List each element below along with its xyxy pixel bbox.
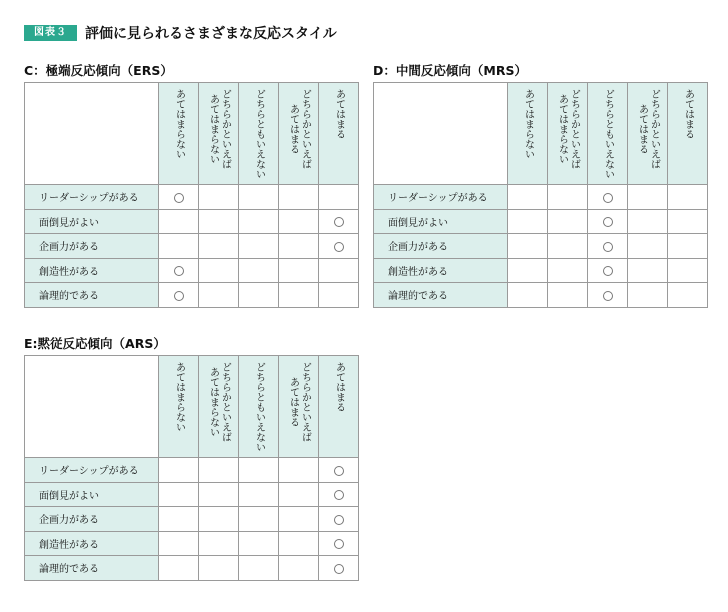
column-header-label: どちらかといえば あてはまる xyxy=(636,89,660,169)
column-header xyxy=(668,83,708,185)
circle-mark-icon xyxy=(334,490,344,500)
response-cell xyxy=(508,209,548,234)
column-header-label: どちらともいえない xyxy=(253,362,265,452)
response-cell xyxy=(199,482,239,507)
circle-mark-icon xyxy=(334,466,344,476)
response-cell xyxy=(279,283,319,308)
response-cell xyxy=(548,209,588,234)
table-row xyxy=(25,209,359,234)
circle-mark-icon xyxy=(174,193,184,203)
response-cell xyxy=(588,258,628,283)
table-corner xyxy=(374,83,508,185)
response-cell xyxy=(159,185,199,210)
response-cell xyxy=(159,283,199,308)
response-cell xyxy=(239,507,279,532)
response-cell xyxy=(319,531,359,556)
response-cell xyxy=(508,258,548,283)
column-header-label: どちらともいえない xyxy=(253,89,265,179)
table-row xyxy=(374,234,708,259)
panel-title: E:黙従反応傾向（ARS） xyxy=(24,336,166,351)
table-row xyxy=(25,482,359,507)
row-label: 企画力がある xyxy=(25,507,159,532)
response-cell xyxy=(239,556,279,581)
row-label: 論理的である xyxy=(25,556,159,581)
circle-mark-icon xyxy=(174,291,184,301)
table-row xyxy=(25,283,359,308)
column-header xyxy=(159,356,199,458)
row-label: 面倒見がよい xyxy=(25,209,159,234)
column-header xyxy=(548,83,588,185)
table-row xyxy=(25,556,359,581)
column-header-label: どちらかといえば あてはまらない xyxy=(207,362,231,442)
column-header xyxy=(199,356,239,458)
response-cell xyxy=(628,185,668,210)
panel-title: C：極端反応傾向（ERS） xyxy=(24,63,173,78)
column-header-label: あてはまらない xyxy=(173,89,185,159)
response-cell xyxy=(239,185,279,210)
circle-mark-icon xyxy=(334,242,344,252)
row-label: リーダーシップがある xyxy=(25,185,159,210)
response-cell xyxy=(628,234,668,259)
column-header xyxy=(508,83,548,185)
column-header xyxy=(319,83,359,185)
column-header-label: あてはまる xyxy=(682,89,694,139)
response-cell xyxy=(508,185,548,210)
circle-mark-icon xyxy=(334,515,344,525)
response-cell xyxy=(279,258,319,283)
response-cell xyxy=(159,209,199,234)
response-table xyxy=(24,82,359,308)
row-label: 論理的である xyxy=(25,283,159,308)
response-cell xyxy=(508,283,548,308)
row-label: リーダーシップがある xyxy=(25,458,159,483)
response-cell xyxy=(319,482,359,507)
response-cell xyxy=(628,258,668,283)
response-cell xyxy=(319,458,359,483)
table-corner xyxy=(25,83,159,185)
row-label: 面倒見がよい xyxy=(25,482,159,507)
response-cell xyxy=(279,185,319,210)
response-cell xyxy=(239,209,279,234)
column-header xyxy=(279,83,319,185)
table-row xyxy=(374,258,708,283)
response-cell xyxy=(319,234,359,259)
table-row xyxy=(25,507,359,532)
response-cell xyxy=(319,556,359,581)
row-label: 企画力がある xyxy=(374,234,508,259)
response-cell xyxy=(199,507,239,532)
column-header-label: あてはまらない xyxy=(173,362,185,432)
response-cell xyxy=(239,258,279,283)
response-cell xyxy=(279,556,319,581)
response-cell xyxy=(668,185,708,210)
circle-mark-icon xyxy=(334,217,344,227)
response-cell xyxy=(279,482,319,507)
response-cell xyxy=(319,209,359,234)
table-row xyxy=(374,209,708,234)
response-cell xyxy=(159,258,199,283)
response-cell xyxy=(668,234,708,259)
table-corner xyxy=(25,356,159,458)
circle-mark-icon xyxy=(603,193,613,203)
response-cell xyxy=(159,531,199,556)
response-cell xyxy=(588,185,628,210)
panel-mrs xyxy=(373,62,708,308)
response-cell xyxy=(548,283,588,308)
response-cell xyxy=(239,458,279,483)
response-cell xyxy=(319,258,359,283)
response-cell xyxy=(239,283,279,308)
response-cell xyxy=(588,234,628,259)
row-label: リーダーシップがある xyxy=(374,185,508,210)
table-row xyxy=(374,283,708,308)
response-cell xyxy=(239,482,279,507)
column-header-label: あてはまらない xyxy=(522,89,534,159)
table-row xyxy=(25,458,359,483)
circle-mark-icon xyxy=(603,242,613,252)
table-row xyxy=(25,531,359,556)
column-header xyxy=(239,356,279,458)
response-cell xyxy=(199,556,239,581)
panel-ers xyxy=(24,62,359,308)
response-cell xyxy=(159,458,199,483)
response-cell xyxy=(199,283,239,308)
response-cell xyxy=(279,507,319,532)
response-cell xyxy=(199,458,239,483)
response-cell xyxy=(199,531,239,556)
response-cell xyxy=(279,531,319,556)
response-cell xyxy=(199,185,239,210)
response-cell xyxy=(319,507,359,532)
circle-mark-icon xyxy=(334,539,344,549)
figure-header xyxy=(24,24,337,42)
column-header xyxy=(159,83,199,185)
response-cell xyxy=(279,458,319,483)
response-cell xyxy=(508,234,548,259)
response-cell xyxy=(319,283,359,308)
response-cell xyxy=(588,283,628,308)
response-cell xyxy=(159,556,199,581)
response-cell xyxy=(548,185,588,210)
response-table xyxy=(373,82,708,308)
table-row xyxy=(25,185,359,210)
column-header xyxy=(239,83,279,185)
column-header xyxy=(628,83,668,185)
response-cell xyxy=(159,507,199,532)
column-header-label: あてはまる xyxy=(333,362,345,412)
column-header-label: どちらかといえば あてはまらない xyxy=(207,89,231,169)
response-cell xyxy=(279,209,319,234)
row-label: 創造性がある xyxy=(374,258,508,283)
response-cell xyxy=(159,482,199,507)
response-cell xyxy=(199,209,239,234)
circle-mark-icon xyxy=(603,266,613,276)
response-cell xyxy=(548,234,588,259)
column-header-label: どちらともいえない xyxy=(602,89,614,179)
table-row xyxy=(374,185,708,210)
column-header xyxy=(319,356,359,458)
circle-mark-icon xyxy=(334,564,344,574)
figure-badge: 図表３ xyxy=(24,25,77,41)
response-cell xyxy=(668,283,708,308)
column-header xyxy=(199,83,239,185)
column-header xyxy=(279,356,319,458)
table-row xyxy=(25,234,359,259)
column-header-label: あてはまる xyxy=(333,89,345,139)
panel-title: D：中間反応傾向（MRS） xyxy=(373,63,527,78)
response-cell xyxy=(159,234,199,259)
response-cell xyxy=(548,258,588,283)
panel-ars xyxy=(24,335,359,581)
response-cell xyxy=(239,234,279,259)
column-header-label: どちらかといえば あてはまる xyxy=(287,362,311,442)
circle-mark-icon xyxy=(174,266,184,276)
response-cell xyxy=(199,234,239,259)
response-cell xyxy=(279,234,319,259)
column-header-label: どちらかといえば あてはまる xyxy=(287,89,311,169)
response-cell xyxy=(628,209,668,234)
response-table xyxy=(24,355,359,581)
circle-mark-icon xyxy=(603,291,613,301)
row-label: 面倒見がよい xyxy=(374,209,508,234)
row-label: 企画力がある xyxy=(25,234,159,259)
row-label: 創造性がある xyxy=(25,258,159,283)
response-cell xyxy=(628,283,668,308)
column-header xyxy=(588,83,628,185)
row-label: 創造性がある xyxy=(25,531,159,556)
table-row xyxy=(25,258,359,283)
response-cell xyxy=(319,185,359,210)
response-cell xyxy=(668,209,708,234)
row-label: 論理的である xyxy=(374,283,508,308)
response-cell xyxy=(239,531,279,556)
figure-title: 評価に見られるさまざまな反応スタイル xyxy=(85,26,337,42)
response-cell xyxy=(668,258,708,283)
response-cell xyxy=(588,209,628,234)
response-cell xyxy=(199,258,239,283)
circle-mark-icon xyxy=(603,217,613,227)
column-header-label: どちらかといえば あてはまらない xyxy=(556,89,580,169)
